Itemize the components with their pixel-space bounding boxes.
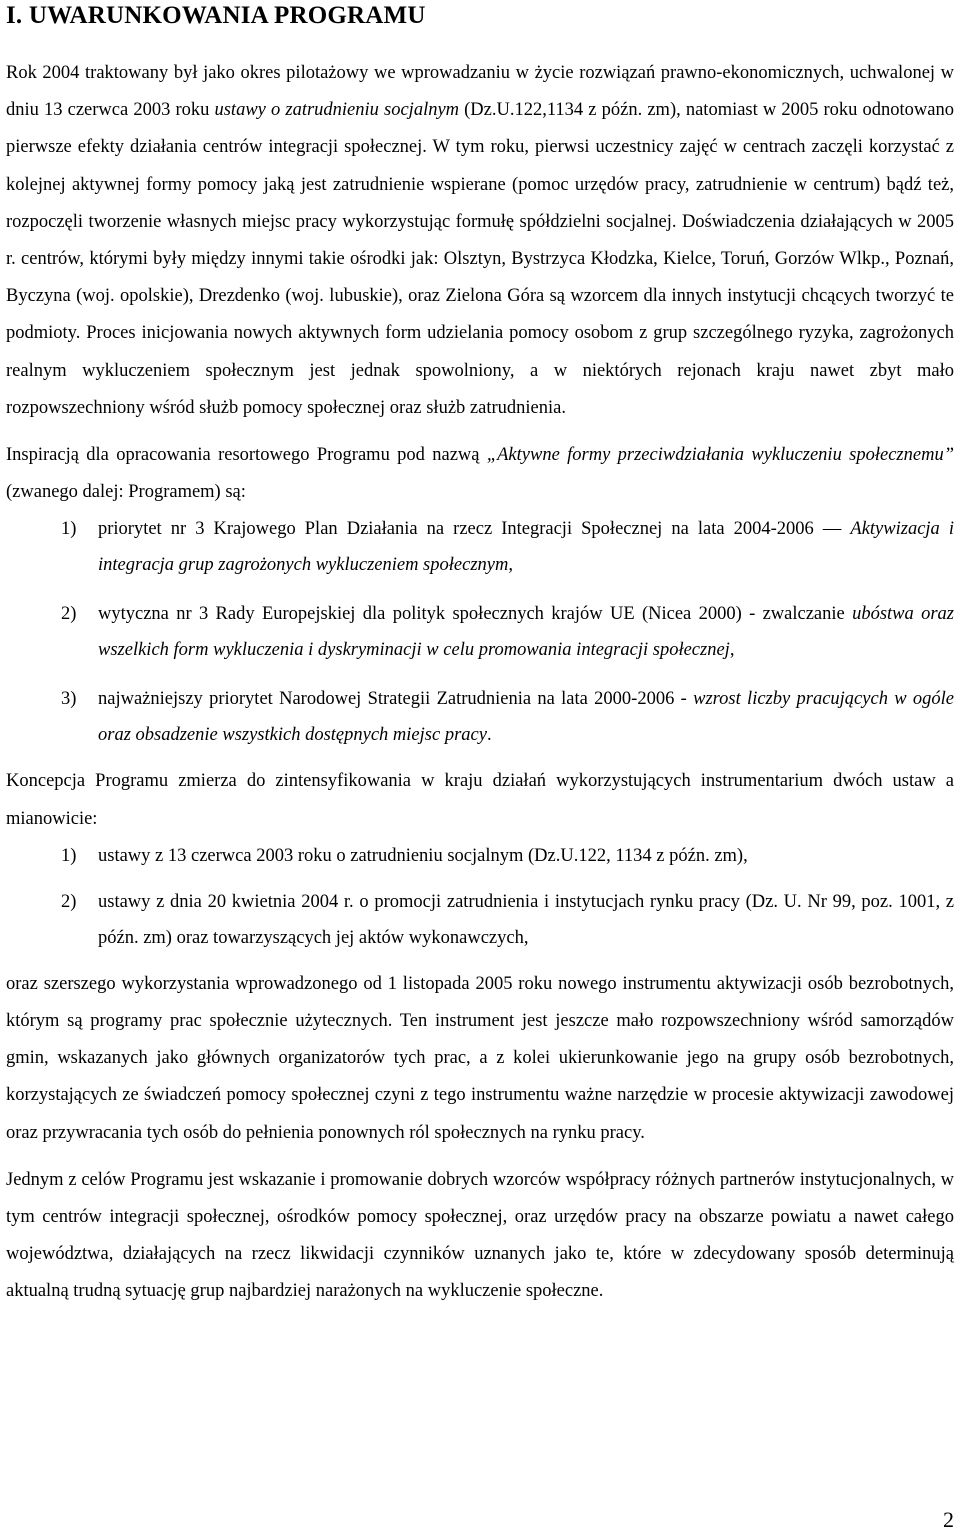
list-item-number: 1) xyxy=(61,519,77,540)
list-item xyxy=(6,838,954,874)
list-item-text: najważniejszy priorytet Narodowej Strategii Zatrudnienia na lata 2000-2006 - xyxy=(98,689,694,710)
list-item xyxy=(6,511,954,583)
paragraph-conditions xyxy=(6,55,954,427)
list-item xyxy=(6,681,954,753)
paragraph-text: (Dz.U.122,1134 z późn. zm), natomiast w 2005 roku odnotowano pierwsze efekty działania centrów integracji społecznej. W tym roku, pierwsi uczestnicy zajęć w centrach zaczęli korzystać z kolejnej aktywnej formy pomocy jaką jest zatrudnienie wspierane (pomoc urzędów pracy, zatrudnienie w centrum) bądź też, rozpoczęli tworzenie własnych miejsc pracy wykorzystując formułę spółdzielni socjalnej. Doświadczenia działających w 2005 r. centrów, którymi były między innymi takie ośrodki jak: Olsztyn, Bystrzyca Kłodzka, Kielce, Toruń, Gorzów Wlkp., Poznań, Byczyna (woj. opolskie), Drezdenko (woj. lubuskie), oraz Zielona Góra są wzorcem dla innych instytucji chcących tworzyć te podmioty. Proces inicjowania nowych aktywnych form udzielania pomocy osobom z grup szczególnego ryzyka, zagrożonych realnym wykluczeniem społecznym jest jednak spowolniony, a w niektórych rejonach kraju nawet zbyt mało rozpowszechniony wśród służb pomocy społecznej oraz służb zatrudnienia. xyxy=(6,100,954,418)
list-item-number: 2) xyxy=(61,891,77,912)
list-item-emphasis: ubóstwa oraz wszelkich form wykluczenia i dyskryminacji w celu promowania integracji społecznej xyxy=(98,604,955,661)
list-item-tail: . xyxy=(486,725,492,746)
list-item xyxy=(6,884,954,956)
list-item-tail: , xyxy=(729,640,735,661)
list-item-text: wytyczna nr 3 Rady Europejskiej dla polityk społecznych krajów UE (Nicea 2000) - zwalczanie xyxy=(98,604,853,625)
paragraph-goals: Jednym z celów Programu jest wskazanie i promowanie dobrych wzorców współpracy różnych partnerów instytucjonalnych, w tym centrów integracji społecznej, ośrodków pomocy społecznej, oraz urzędów pracy na obszarze powiatu a nawet całego województwa, działających na rzecz likwidacji czynników uznanych jako te, które w zdecydowany sposób determinują aktualną trudną sytuację grup najbardziej narażonych na wykluczenie społeczne. xyxy=(6,1169,954,1302)
acts-list xyxy=(6,838,954,956)
list-item-text: ustawy z 13 czerwca 2003 roku o zatrudnieniu socjalnym (Dz.U.122, 1134 z późn. zm), xyxy=(98,845,748,866)
document-page xyxy=(6,0,954,1311)
paragraph-instrument: oraz szerszego wykorzystania wprowadzonego od 1 listopada 2005 roku nowego instrumentu aktywizacji osób bezrobotnych, którym są programy prac społecznie użytecznych. Ten instrument jest jeszcze mało rozpowszechniony wśród samorządów gmin, wskazanych jako głównych organizatorów tych prac, a z kolei ukierunkowanie jego na grupy osób bezrobotnych, korzystających ze świadczeń pomocy społecznej czyni z tego instrumentu ważne narzędzie w procesie aktywizacji zawodowej oraz przywracania tych osób do pełnienia ponownych ról społecznych na rynku pracy. xyxy=(6,973,954,1143)
list-item xyxy=(6,596,954,668)
list-item-text: priorytet nr 3 Krajowego Plan Działania na rzecz Integracji Społecznej na lata 2004-2006 — xyxy=(98,519,851,540)
inspiration-list xyxy=(6,511,954,753)
page-number: 2 xyxy=(943,1507,954,1532)
list-item-text: ustawy z dnia 20 kwietnia 2004 r. o promocji zatrudnienia i instytucjach rynku pracy (Dz. U. Nr 99, poz. 1001, z późn. zm) oraz towarzyszących jej aktów wykonawczych, xyxy=(98,891,954,948)
section-heading: I. UWARUNKOWANIA PROGRAMU xyxy=(6,2,426,29)
paragraph-concept: Koncepcja Programu zmierza do zintensyfikowania w kraju działań wykorzystujących instrumentarium dwóch ustaw a mianowicie: xyxy=(6,771,954,829)
list-item-number: 3) xyxy=(61,689,77,710)
paragraph-text: (zwanego dalej: Programem) są: xyxy=(6,482,246,503)
paragraph-text: Inspiracją dla opracowania resortowego Programu pod nazwą xyxy=(6,445,487,466)
act-title: ustawy o zatrudnieniu socjalnym xyxy=(214,100,460,121)
list-item-number: 2) xyxy=(61,604,77,625)
paragraph-text: Rok 2004 traktowany był jako okres pilotażowy we wprowadzaniu w życie rozwiązań prawno-ekonomicznych, uchwalonej w dniu 13 czerwca 2003 roku xyxy=(6,63,954,121)
list-item-emphasis: Aktywizacja i integracja grup zagrożonych wykluczeniem społecznym, xyxy=(98,519,954,576)
paragraph-inspiration xyxy=(6,437,954,511)
list-item-emphasis: wzrost liczby pracujących w ogóle oraz obsadzenie wszystkich dostępnych miejsc pracy xyxy=(98,689,954,746)
list-item-number: 1) xyxy=(61,845,77,866)
program-title: „Aktywne formy przeciwdziałania wykluczeniu społecznemu” xyxy=(486,445,954,466)
